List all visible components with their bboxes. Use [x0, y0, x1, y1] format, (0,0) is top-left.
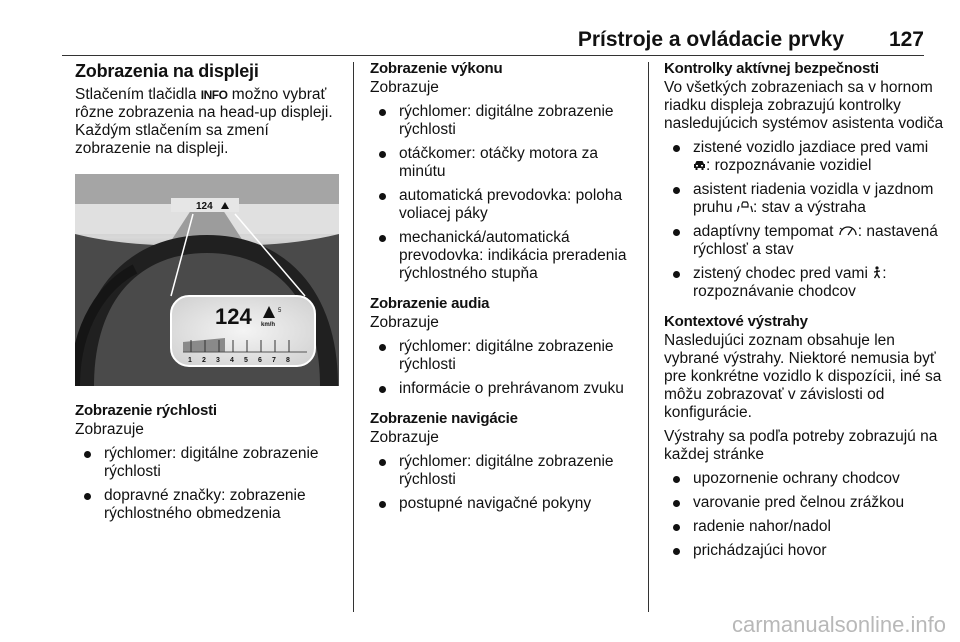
- page-header: [62, 22, 924, 54]
- section-heading-displays: Zobrazenia na displeji: [75, 61, 259, 81]
- list-item: radenie nahor/nadol: [664, 518, 944, 536]
- page-number: 127: [888, 28, 924, 51]
- list-item: rýchlomer: digitálne zobrazenie rýchlosti: [370, 338, 642, 374]
- audio-list: [370, 338, 642, 398]
- adaptive-cruise-control-icon: [838, 224, 858, 237]
- column-3: [664, 60, 944, 572]
- performance-lead: Zobrazuje: [370, 79, 439, 96]
- safety-text: Vo všetkých zobrazeniach sa v hornom riadku displeja zobrazujú kontrolky nasledujúcich systémov asistenta vodiča: [664, 79, 944, 132]
- navigation-list: [370, 453, 642, 513]
- rpm-label: 8: [286, 357, 290, 364]
- speed-display-lead: Zobrazuje: [75, 421, 144, 438]
- rpm-label: 4: [230, 357, 234, 364]
- navigation-title: Zobrazenie navigácie: [370, 410, 518, 427]
- rpm-label: 5: [244, 357, 248, 364]
- hud-speed-unit: km/h: [261, 322, 276, 328]
- pedestrian-icon: [872, 266, 882, 279]
- speed-display-title: Zobrazenie rýchlosti: [75, 402, 217, 419]
- lane-keep-assist-icon: [737, 201, 753, 213]
- watermark: carmanualsonline.info: [731, 612, 946, 637]
- list-item: zistený chodec pred vami : rozpoznávanie chodcov: [664, 265, 944, 301]
- navigation-lead: Zobrazuje: [370, 429, 439, 446]
- safety-title: Kontrolky aktívnej bezpečnosti: [664, 60, 879, 77]
- performance-list: [370, 103, 642, 283]
- safety-section: [664, 60, 944, 301]
- performance-section: [370, 60, 642, 283]
- safety-list: [664, 139, 944, 301]
- header-divider: [62, 55, 924, 56]
- vehicle-ahead-icon: [693, 160, 706, 171]
- rpm-label: 6: [258, 357, 262, 364]
- list-item: dopravné značky: zobrazenie rýchlostného obmedzenia: [75, 487, 345, 523]
- list-item: prichádzajúci hovor: [664, 542, 944, 560]
- intro-paragraph: Stlačením tlačidla INFO možno vybrať rôzne zobrazenia na head-up displeji. Každým stlačením sa zmení zobrazenie na displeji.: [75, 86, 333, 157]
- list-item: informácie o prehrávanom zvuku: [370, 380, 642, 398]
- performance-title: Zobrazenie výkonu: [370, 60, 503, 77]
- chapter-title: Prístroje a ovládacie prvky: [577, 28, 844, 51]
- speed-display-list: [75, 445, 345, 523]
- list-item: automatická prevodovka: poloha voliacej páky: [370, 187, 642, 223]
- context-warnings-title: Kontextové výstrahy: [664, 313, 808, 330]
- audio-lead: Zobrazuje: [370, 314, 439, 331]
- rpm-label: 7: [272, 357, 276, 364]
- info-button-icon: INFO: [200, 88, 228, 102]
- list-item: adaptívny tempomat : nastavená rýchlosť a stav: [664, 223, 944, 259]
- rpm-label: 3: [216, 357, 220, 364]
- rpm-label: 1: [188, 357, 192, 364]
- list-item: zistené vozidlo jazdiace pred vami : rozpoznávanie vozidiel: [664, 139, 944, 175]
- list-item: asistent riadenia vozidla v jazdnom pruhu : stav a výstraha: [664, 181, 944, 217]
- rpm-label: 2: [202, 357, 206, 364]
- navigation-section: [370, 410, 642, 513]
- list-item: rýchlomer: digitálne zobrazenie rýchlosti: [370, 453, 642, 489]
- list-item: postupné navigačné pokyny: [370, 495, 642, 513]
- hud-gear-indicator: 5: [278, 308, 282, 314]
- list-item: rýchlomer: digitálne zobrazenie rýchlosti: [370, 103, 642, 139]
- column-divider-2: [648, 62, 649, 612]
- context-warnings-section: [664, 313, 944, 560]
- context-warnings-text-2: Výstrahy sa podľa potreby zobrazujú na každej stránke: [664, 428, 938, 463]
- audio-title: Zobrazenie audia: [370, 295, 490, 312]
- hud-large-speed: 124: [215, 304, 252, 329]
- list-item: mechanická/automatická prevodovka: indikácia preradenia rýchlostného stupňa: [370, 229, 642, 283]
- context-warnings-list: [664, 470, 944, 560]
- column-divider-1: [353, 62, 354, 612]
- list-item: upozornenie ochrany chodcov: [664, 470, 944, 488]
- audio-section: [370, 295, 642, 398]
- list-item: rýchlomer: digitálne zobrazenie rýchlosti: [75, 445, 345, 481]
- list-item: varovanie pred čelnou zrážkou: [664, 494, 944, 512]
- column-2: [370, 60, 642, 525]
- context-warnings-text-1: Nasledujúci zoznam obsahuje len vybrané výstrahy. Niektoré nemusia byť pre konkrétne vozidlo k dispozícii, iné sa môžu zobrazovať v závislosti od konfigurácie.: [664, 332, 942, 421]
- column-1: [75, 60, 345, 535]
- list-item: otáčkomer: otáčky motora za minútu: [370, 145, 642, 181]
- hud-photo: [75, 174, 339, 386]
- speed-display-section: [75, 402, 345, 523]
- hud-illustration: [75, 174, 339, 386]
- hud-small-speed: 124: [196, 201, 213, 212]
